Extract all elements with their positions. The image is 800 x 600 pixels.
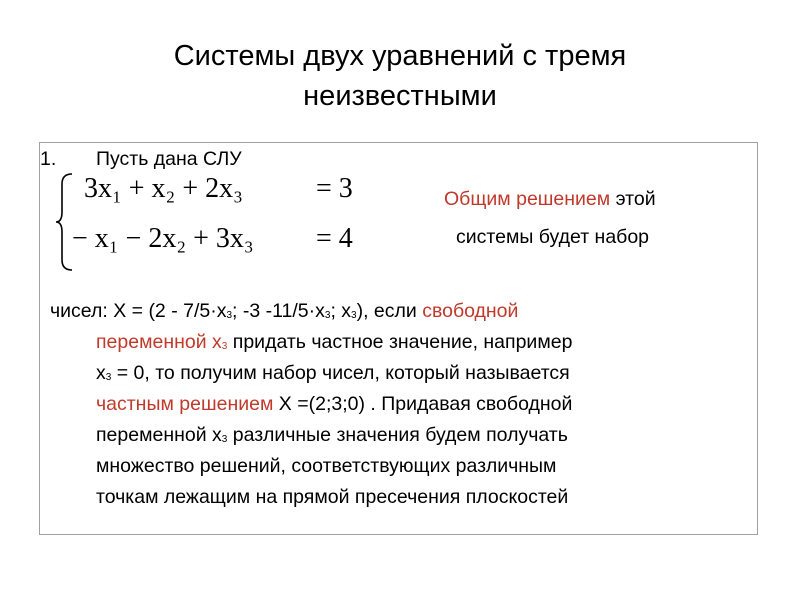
title-line-2: неизвестными <box>303 80 497 112</box>
text-run: придать частное значение, например <box>227 331 573 353</box>
free-variable-term: свободной <box>422 300 519 322</box>
subscript: 3 <box>351 310 357 321</box>
text-run: ; x <box>330 300 352 322</box>
paragraph-line-1 <box>50 298 518 329</box>
equation-2-rhs: = 4 <box>316 223 353 254</box>
slide-title <box>60 36 740 116</box>
paragraph-line-4 <box>96 391 572 417</box>
subscript: 3 <box>226 310 233 321</box>
text-run: переменной x <box>96 424 222 446</box>
text-run: ; -3 -11/5·x <box>232 300 325 322</box>
text-run: чисел: X = (2 - 7/5·x <box>50 300 227 322</box>
free-variable-term-cont: переменной x <box>96 331 222 353</box>
subscript: 3 <box>221 341 228 352</box>
equation-2-lhs: − x₁ − 2x₂ + 3x₃ <box>72 223 254 254</box>
general-solution-term: Общим решением <box>444 188 611 210</box>
item-number: 1. <box>40 148 57 170</box>
subscript: 3 <box>221 434 228 445</box>
text-run: x <box>96 362 106 384</box>
subscript: 3 <box>324 310 331 321</box>
paragraph-line-6: множество решений, соответствующих различным <box>96 455 557 477</box>
left-brace-icon <box>56 174 72 270</box>
subscript: 3 <box>105 372 112 383</box>
paragraph-line-3 <box>96 360 570 391</box>
paragraph-line-5 <box>96 422 568 453</box>
text-run: различные значения будем получать <box>227 424 568 446</box>
equation-1-rhs: = 3 <box>316 173 353 204</box>
side-text-line-2: системы будет набор <box>456 226 650 248</box>
text-run: = 0, то получим набор чисел, который называется <box>111 362 570 384</box>
side-text-rest: этой <box>610 188 656 210</box>
paragraph-line-2 <box>96 329 572 360</box>
title-line-1: Системы двух уравнений с тремя <box>173 40 627 72</box>
intro-text: Пусть дана СЛУ <box>96 148 242 170</box>
particular-solution-term: частным решением <box>96 393 274 415</box>
text-run: ), если <box>356 300 423 322</box>
side-text-line-1 <box>444 186 656 212</box>
paragraph-line-7: точкам лежащим на прямой пресечения плоскостей <box>96 486 569 508</box>
text-run: X =(2;3;0) . Придавая свободной <box>273 393 573 415</box>
equation-1-lhs: 3x₁ + x₂ + 2x₃ <box>84 173 243 204</box>
